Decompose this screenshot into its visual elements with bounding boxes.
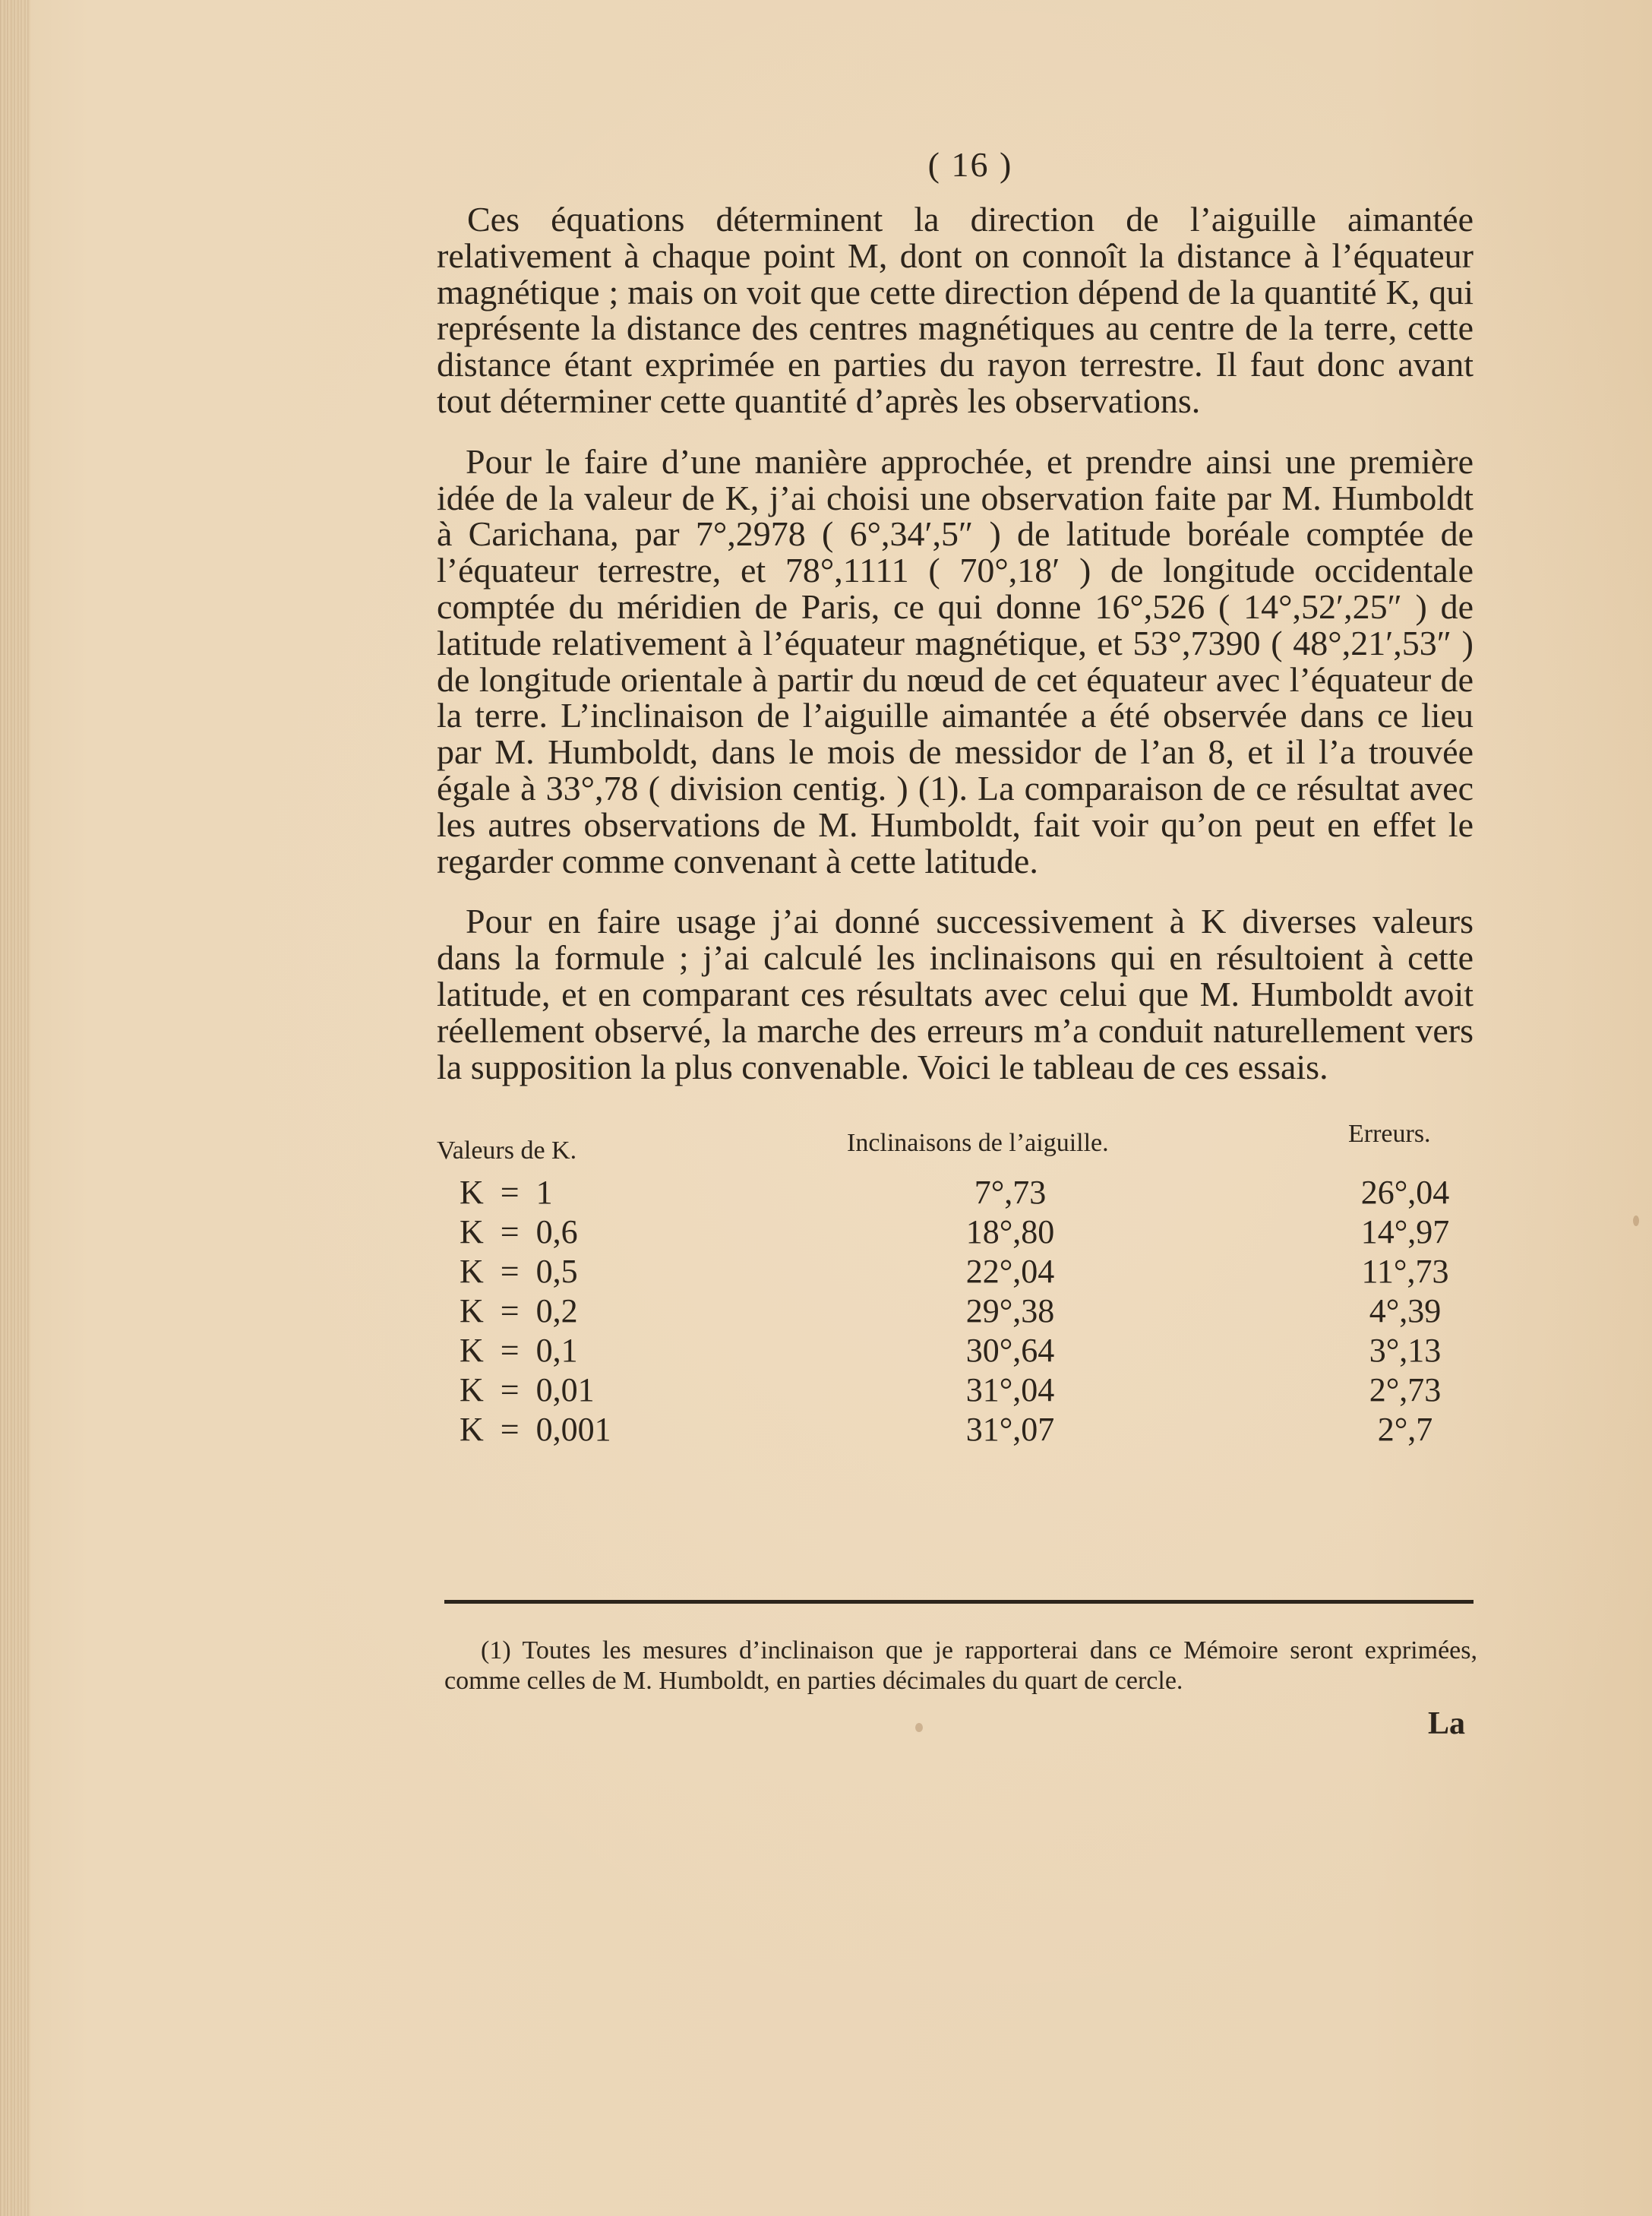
essay-table	[437, 1120, 1474, 1454]
error-value: 2°,7	[1377, 1411, 1433, 1449]
table-row	[437, 1252, 1474, 1291]
ink-speck	[1633, 1215, 1639, 1226]
table-row	[437, 1291, 1474, 1331]
error-value: 11°,73	[1361, 1253, 1449, 1291]
text-block	[437, 144, 1474, 1454]
k-value: K = 0,5	[460, 1253, 578, 1291]
table-header-inclination: Inclinaisons de l’aiguille.	[847, 1129, 1109, 1158]
inclination-value: 31°,07	[965, 1411, 1055, 1449]
footnote-rule	[444, 1600, 1474, 1604]
error-value: 26°,04	[1360, 1174, 1450, 1212]
inclination-value: 7°,73	[974, 1174, 1047, 1212]
footnote: (1) Toutes les mesures d’inclinaison que je rapporterai dans ce Mémoire seront exprimées, comme celles de M. Humboldt, en parties décimales du quart de cercle.	[444, 1636, 1477, 1695]
table-header-errors: Erreurs.	[1348, 1120, 1431, 1149]
table-row	[437, 1212, 1474, 1252]
page-edge	[0, 0, 30, 2216]
table-row	[437, 1370, 1474, 1410]
inclination-value: 31°,04	[965, 1371, 1055, 1409]
page-number: ( 16 )	[927, 145, 1013, 184]
inclination-value: 18°,80	[965, 1213, 1055, 1251]
table-row	[437, 1173, 1474, 1212]
k-value: K = 0,001	[460, 1411, 611, 1449]
table-header-k: Valeurs de K.	[437, 1136, 577, 1165]
table-row	[437, 1331, 1474, 1370]
catchword: La	[1428, 1706, 1466, 1741]
error-value: 2°,73	[1369, 1371, 1442, 1409]
k-value: K = 0,01	[460, 1371, 595, 1409]
paragraph-3: Pour en faire usage j’ai donné successivement à K diverses valeurs dans la formule ; j’ai calculé les inclinaisons qui en résultoient à cette latitude, et en comparant ces résultats avec celui que M. Humboldt avoit réellement observé, la marche des erreurs m’a conduit naturellement vers la supposition la plus convenable. Voici le tableau de ces essais.	[437, 902, 1474, 1086]
inclination-value: 22°,04	[965, 1253, 1055, 1291]
ink-speck	[915, 1723, 923, 1732]
inclination-value: 30°,64	[965, 1332, 1055, 1370]
table-row	[437, 1410, 1474, 1449]
error-value: 14°,97	[1360, 1213, 1450, 1251]
k-value: K = 1	[460, 1174, 553, 1212]
paragraph-2: Pour le faire d’une manière approchée, et prendre ainsi une première idée de la valeur de K, j’ai choisi une observation faite par M. Humboldt à Carichana, par 7°,2978 ( 6°,34′,5″ ) de latitude boréale comptée de l’équateur terrestre, et 78°,1111 ( 70°,18′ ) de longitude occidentale comptée du méridien de Paris, ce qui donne 16°,526 ( 14°,52′,25″ ) de latitude relativement à l’équateur magnétique, et 53°,7390 ( 48°,21′,53″ ) de longitude orientale à partir du nœud de cet équateur avec l’équateur de la terre. L’inclinaison de l’aiguille aimantée a été observée dans ce lieu par M. Humboldt, dans le mois de messidor de l’an 8, et il l’a trouvée égale à 33°,78 ( division centig. ) (1). La comparaison de ce résultat avec les autres observations de M. Humboldt, fait voir qu’on peut en effet le regarder comme convenant à cette latitude.	[437, 441, 1474, 880]
k-value: K = 0,6	[460, 1213, 578, 1251]
inclination-value: 29°,38	[965, 1292, 1055, 1330]
error-value: 4°,39	[1369, 1292, 1442, 1330]
error-value: 3°,13	[1369, 1332, 1442, 1370]
k-value: K = 0,1	[460, 1332, 578, 1370]
k-value: K = 0,2	[460, 1292, 578, 1330]
paragraph-1: Ces équations déterminent la direction de l’aiguille aimantée relativement à chaque point M, dont on connoît la distance à l’équateur magnétique ; mais on voit que cette direction dépend de la quantité K, qui représente la distance des centres magnétiques au centre de la terre, cette distance étant exprimée en parties du rayon terrestre. Il faut donc avant tout déterminer cette quantité d’après les observations.	[437, 200, 1474, 420]
